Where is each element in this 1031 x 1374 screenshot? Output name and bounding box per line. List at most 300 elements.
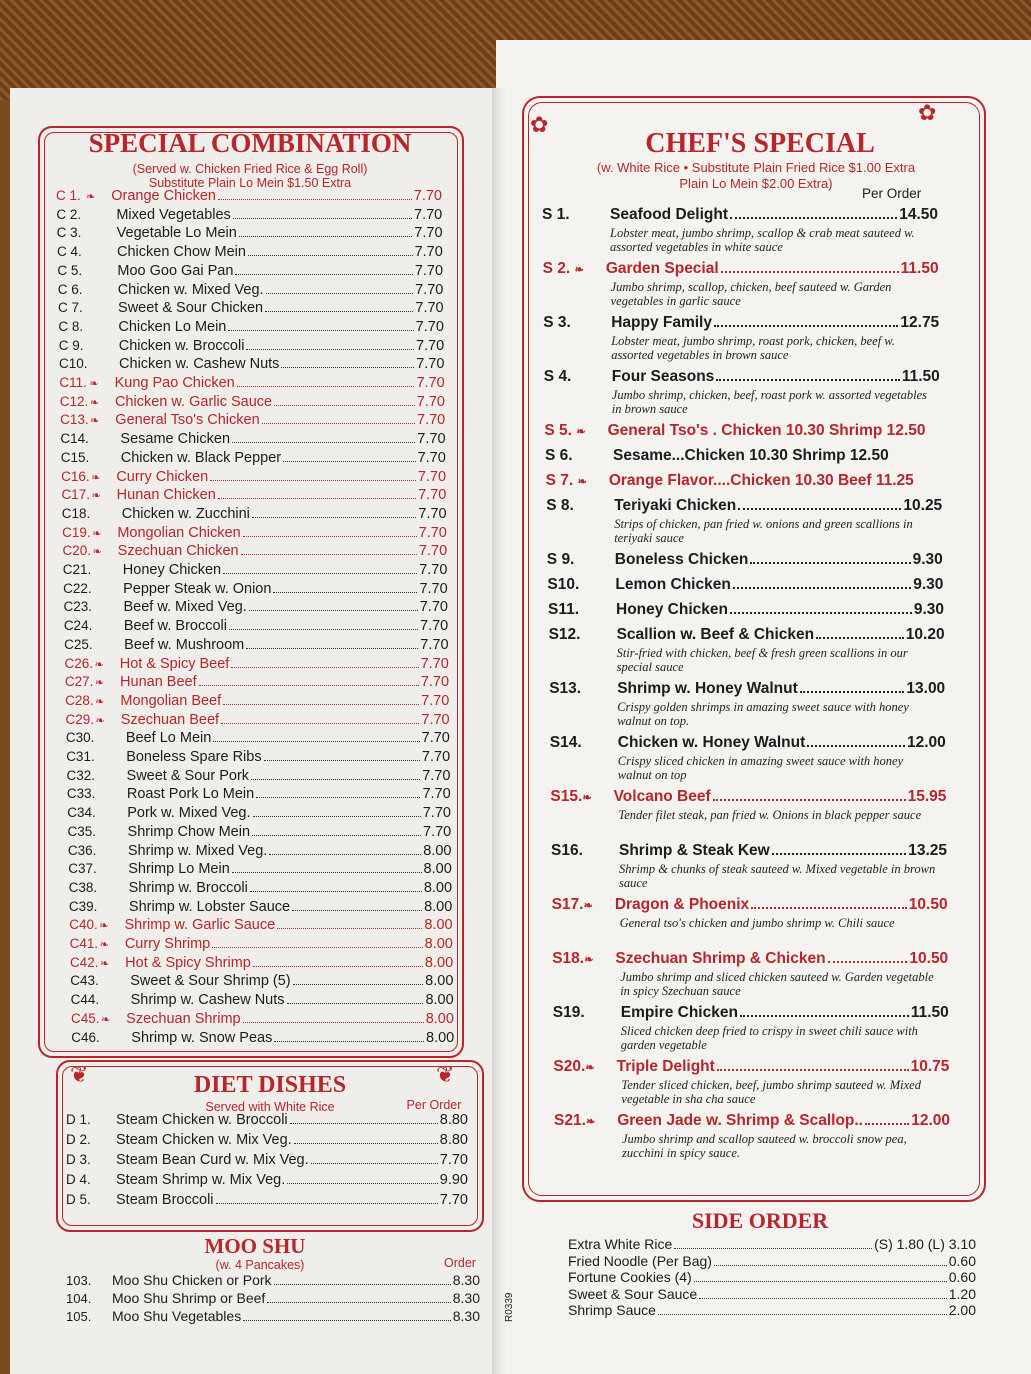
item-code: C35. bbox=[67, 823, 97, 839]
item-code: C 2. bbox=[56, 206, 82, 222]
dot-leader bbox=[265, 311, 413, 312]
item-code: S11. bbox=[548, 601, 580, 618]
item-price: 7.70 bbox=[415, 281, 444, 298]
menu-item-row bbox=[62, 525, 447, 541]
item-name: Orange Flavor....Chicken 10.30 Beef 11.25 bbox=[608, 472, 914, 489]
item-name: Shrimp & Steak Kew bbox=[619, 842, 770, 859]
dot-leader bbox=[674, 1248, 872, 1249]
chili-pepper-icon: ❧ bbox=[95, 695, 105, 708]
item-name: Steam Chicken w. Mix Veg. bbox=[116, 1132, 292, 1148]
dot-leader bbox=[828, 961, 908, 963]
item-price: 7.70 bbox=[418, 505, 447, 522]
item-price: 7.70 bbox=[419, 562, 448, 578]
dot-leader bbox=[243, 1320, 451, 1321]
item-price: 7.70 bbox=[414, 206, 443, 223]
item-price: 7.70 bbox=[420, 655, 449, 672]
dot-leader bbox=[277, 928, 422, 929]
dot-leader bbox=[287, 1183, 438, 1184]
item-name: Extra White Rice bbox=[568, 1236, 673, 1252]
special-combination-title: SPECIAL COMBINATION bbox=[88, 128, 412, 158]
chili-pepper-icon: ❧ bbox=[586, 1116, 596, 1128]
item-code: C12. bbox=[59, 393, 89, 409]
menu-item-row bbox=[63, 599, 448, 615]
item-name: Sesame...Chicken 10.30 Shrimp 12.50 bbox=[613, 447, 889, 464]
item-code: S 9. bbox=[546, 551, 575, 568]
menu-item-row bbox=[66, 749, 450, 765]
item-price: 12.75 bbox=[900, 314, 940, 331]
chili-pepper-icon: ❧ bbox=[99, 957, 110, 970]
menu-item-row bbox=[68, 824, 452, 840]
item-price: 13.25 bbox=[908, 842, 947, 859]
item-code: S21. bbox=[554, 1112, 586, 1129]
menu-item-row bbox=[543, 260, 939, 278]
item-name: Fortune Cookies (4) bbox=[568, 1269, 692, 1285]
item-code: 103. bbox=[66, 1273, 92, 1288]
chili-pepper-icon: ❧ bbox=[92, 546, 102, 559]
item-description: Jumbo shrimp, scallop, chicken, beef sauteed w. Garden vegetables in garlic sauce bbox=[610, 280, 892, 308]
item-price: 8.00 bbox=[425, 992, 454, 1009]
chili-pepper-icon: ❧ bbox=[89, 378, 99, 390]
item-code: S13. bbox=[549, 680, 582, 697]
item-price: 7.70 bbox=[417, 468, 447, 485]
item-price: 7.70 bbox=[439, 1152, 468, 1168]
item-price: 7.70 bbox=[418, 487, 447, 504]
item-price: 8.80 bbox=[439, 1132, 468, 1148]
item-code: C11. bbox=[59, 375, 87, 390]
side-order-row bbox=[568, 1302, 976, 1318]
item-name: Green Jade w. Shrimp & Scallop.. bbox=[617, 1112, 863, 1129]
dot-leader bbox=[251, 779, 420, 780]
item-price: 2.00 bbox=[948, 1302, 976, 1318]
item-price: 7.70 bbox=[418, 524, 447, 541]
item-price: 7.70 bbox=[421, 692, 450, 709]
diet-dishes-title: DIET DISHES bbox=[193, 1072, 347, 1098]
dot-leader bbox=[714, 1265, 947, 1266]
menu-item-row bbox=[552, 950, 948, 968]
item-name: Sesame Chicken bbox=[120, 431, 231, 448]
item-name: Moo Shu Shrimp or Beef bbox=[112, 1290, 266, 1306]
item-price: 8.00 bbox=[424, 936, 453, 952]
dot-leader bbox=[213, 741, 419, 742]
menu-item-row bbox=[70, 955, 453, 971]
menu-item-row bbox=[71, 1011, 454, 1027]
chili-pepper-icon: ❧ bbox=[95, 714, 105, 727]
menu-item-row bbox=[68, 861, 452, 877]
item-name: Shrimp w. Mixed Veg. bbox=[127, 842, 268, 859]
moo-shu-subtitle: (w. 4 Pancakes) bbox=[215, 1258, 305, 1272]
item-code: C31. bbox=[66, 749, 95, 764]
dot-leader bbox=[772, 853, 906, 855]
item-price: 7.70 bbox=[415, 337, 445, 354]
menu-item-row bbox=[61, 450, 446, 466]
item-code: C20. bbox=[62, 543, 91, 559]
item-description: Lobster meat, jumbo shrimp, scallop & crab meat sauteed w. assorted vegetables in white sauce bbox=[610, 226, 915, 254]
dot-leader bbox=[269, 854, 421, 855]
item-code: S 5. bbox=[544, 422, 572, 439]
item-price: 8.00 bbox=[425, 1010, 454, 1027]
item-description: Crispy sliced chicken in amazing sweet sauce with honey walnut on top bbox=[617, 754, 904, 782]
item-price: 7.70 bbox=[421, 730, 450, 747]
item-code: C36. bbox=[67, 842, 97, 858]
dot-leader bbox=[218, 498, 416, 499]
dot-leader bbox=[239, 236, 413, 237]
dot-leader bbox=[249, 610, 418, 611]
item-price: 8.30 bbox=[452, 1290, 480, 1306]
chili-pepper-icon: ❧ bbox=[90, 415, 100, 428]
item-code: D 5. bbox=[66, 1192, 91, 1207]
dot-leader bbox=[256, 797, 420, 798]
dot-leader bbox=[730, 612, 912, 614]
item-code: D 4. bbox=[66, 1172, 91, 1187]
item-name: General Tso's Chicken bbox=[115, 412, 260, 429]
dot-leader bbox=[250, 891, 422, 892]
dot-leader bbox=[721, 271, 899, 273]
item-code: S 6. bbox=[545, 447, 573, 464]
item-price: 7.70 bbox=[421, 749, 451, 765]
menu-item-row bbox=[544, 422, 940, 440]
item-price: 8.30 bbox=[452, 1272, 480, 1288]
item-price: 10.20 bbox=[905, 626, 945, 643]
item-name: Triple Delight bbox=[616, 1058, 715, 1075]
item-price: 7.70 bbox=[414, 244, 443, 261]
item-name: Scallion w. Beef & Chicken bbox=[616, 626, 815, 643]
item-price: 9.30 bbox=[913, 601, 944, 618]
dot-leader bbox=[865, 1123, 909, 1125]
dot-leader bbox=[274, 1284, 451, 1285]
item-name: Chicken w. Honey Walnut bbox=[617, 734, 806, 751]
menu-item-row bbox=[63, 562, 448, 578]
item-name: Shrimp w. Snow Peas bbox=[131, 1029, 273, 1046]
item-price: 7.70 bbox=[414, 225, 443, 242]
item-name: Garden Special bbox=[605, 260, 719, 277]
dot-leader bbox=[293, 984, 424, 985]
item-price: 11.50 bbox=[910, 1004, 949, 1021]
item-name: Hunan Chicken bbox=[116, 487, 216, 504]
chili-pepper-icon: ❧ bbox=[99, 939, 109, 951]
item-price: 7.70 bbox=[415, 318, 444, 335]
item-name: Pork w. Mixed Veg. bbox=[127, 805, 251, 822]
item-code: C26. bbox=[64, 655, 94, 671]
item-code: D 1. bbox=[66, 1112, 91, 1127]
item-name: Chicken Lo Mein bbox=[118, 318, 227, 335]
item-name: Hot & Spicy Shrimp bbox=[125, 954, 251, 971]
menu-item-row bbox=[66, 1112, 468, 1128]
menu-item-row bbox=[59, 356, 444, 372]
menu-item-row bbox=[66, 1192, 468, 1208]
item-price: 7.70 bbox=[419, 599, 448, 616]
dot-leader bbox=[283, 461, 415, 462]
menu-item-row bbox=[550, 734, 946, 752]
item-price: 7.70 bbox=[416, 375, 445, 391]
item-code: D 3. bbox=[66, 1152, 91, 1167]
item-name: Moo Goo Gai Pan bbox=[117, 262, 234, 279]
item-name: Szechuan Chicken bbox=[117, 543, 239, 560]
menu-item-row bbox=[547, 576, 943, 594]
item-name: Steam Broccoli bbox=[116, 1192, 214, 1208]
chili-pepper-icon: ❧ bbox=[94, 658, 104, 671]
dot-leader bbox=[246, 349, 414, 350]
item-name: Four Seasons bbox=[611, 368, 715, 385]
side-order-row bbox=[568, 1236, 976, 1252]
item-price: 8.00 bbox=[424, 898, 453, 915]
item-code: C38. bbox=[68, 879, 98, 895]
menu-item-row bbox=[70, 936, 453, 952]
item-name: Honey Chicken bbox=[122, 562, 222, 578]
flower-corner-icon: ✿ bbox=[530, 112, 549, 137]
item-price: 9.30 bbox=[913, 576, 944, 593]
menu-item-row bbox=[60, 394, 445, 410]
chili-pepper-icon: ❧ bbox=[100, 1013, 111, 1026]
dot-leader bbox=[253, 816, 421, 817]
item-code: C45. bbox=[70, 1010, 100, 1026]
dot-leader bbox=[816, 637, 904, 639]
item-price: 10.25 bbox=[903, 497, 943, 514]
menu-item-row bbox=[60, 412, 445, 428]
dot-leader bbox=[231, 667, 418, 668]
menu-item-row bbox=[63, 581, 448, 597]
item-name: Roast Pork Lo Mein bbox=[126, 786, 255, 803]
dot-leader bbox=[800, 691, 905, 693]
dot-leader bbox=[237, 386, 415, 387]
dot-leader bbox=[714, 325, 898, 327]
item-name: Shrimp Lo Mein bbox=[128, 861, 230, 878]
menu-item-row bbox=[71, 992, 454, 1008]
item-code: C15. bbox=[60, 449, 90, 465]
menu-item-row bbox=[56, 188, 442, 204]
item-price: 7.70 bbox=[417, 431, 446, 448]
chili-pepper-icon: ❧ bbox=[89, 396, 99, 409]
menu-item-row bbox=[552, 896, 948, 914]
item-description: Tender sliced chicken, beef, jumbo shrimp sauteed w. Mixed vegetable in sha cha sauce bbox=[621, 1078, 921, 1106]
item-code: C13. bbox=[60, 412, 89, 428]
menu-item-row bbox=[545, 447, 941, 465]
dot-leader bbox=[699, 1298, 947, 1299]
item-price: 7.70 bbox=[413, 188, 442, 204]
menu-item-row bbox=[66, 730, 450, 746]
item-name: Steam Chicken w. Broccoli bbox=[116, 1112, 288, 1128]
item-price: (S) 1.80 (L) 3.10 bbox=[874, 1236, 976, 1252]
menu-item-row bbox=[551, 842, 947, 860]
dot-leader bbox=[243, 1022, 424, 1023]
item-price: 7.70 bbox=[420, 618, 449, 635]
dot-leader bbox=[210, 480, 416, 481]
dot-leader bbox=[246, 648, 418, 649]
item-code: C27. bbox=[64, 674, 94, 690]
item-price: 14.50 bbox=[899, 206, 938, 223]
dot-leader bbox=[252, 517, 416, 518]
item-price: 1.20 bbox=[948, 1285, 976, 1302]
item-price: 0.60 bbox=[948, 1252, 976, 1269]
item-code: S 2. bbox=[542, 260, 571, 277]
dot-leader bbox=[228, 330, 413, 331]
item-code: S 1. bbox=[542, 206, 570, 223]
item-name: Curry Shrimp bbox=[124, 936, 211, 952]
dot-leader bbox=[253, 966, 423, 967]
item-code: C25. bbox=[64, 636, 93, 652]
item-description: Lobster meat, jumbo shrimp, roast pork, chicken, beef w. assorted vegetables in brown sauce bbox=[611, 334, 895, 362]
item-price: 8.00 bbox=[425, 973, 454, 990]
special-combination-subtitle-2: Substitute Plain Lo Mein $1.50 Extra bbox=[148, 176, 352, 190]
chili-pepper-icon: ❧ bbox=[585, 1062, 595, 1074]
item-name: Boneless Spare Ribs bbox=[126, 749, 262, 765]
item-code: C 1. bbox=[56, 188, 81, 203]
item-code: C16. bbox=[61, 468, 90, 484]
dot-leader bbox=[694, 1281, 947, 1282]
dot-leader bbox=[311, 1163, 438, 1164]
item-description: Jumbo shrimp and scallop sauteed w. broccoli snow pea, zucchini in spicy sauce. bbox=[622, 1132, 907, 1160]
item-price: 8.30 bbox=[452, 1308, 480, 1324]
chili-pepper-icon: ❧ bbox=[583, 900, 593, 912]
chefs-special-price-header: Per Order bbox=[862, 186, 922, 201]
item-code: C46. bbox=[71, 1029, 100, 1045]
side-order-row bbox=[568, 1269, 976, 1285]
dot-leader bbox=[229, 629, 418, 630]
dot-leader bbox=[221, 723, 419, 724]
special-combination-subtitle-1: (Served w. Chicken Fried Rice & Egg Roll) bbox=[132, 162, 368, 176]
menu-item-row bbox=[61, 487, 446, 503]
item-name: Vegetable Lo Mein bbox=[116, 225, 237, 242]
item-price: 7.70 bbox=[421, 711, 450, 728]
item-code: S 4. bbox=[543, 368, 572, 385]
chili-pepper-icon: ❧ bbox=[94, 677, 105, 690]
menu-item-row bbox=[553, 1004, 949, 1022]
dot-leader bbox=[262, 423, 415, 424]
item-code: C32. bbox=[66, 767, 96, 783]
menu-item-row bbox=[69, 899, 452, 915]
item-code: C 8. bbox=[58, 318, 84, 334]
item-code: 104. bbox=[66, 1291, 92, 1306]
flower-corner-icon: ✿ bbox=[918, 100, 937, 125]
item-name: Shrimp w. Broccoli bbox=[128, 879, 248, 896]
item-name: Mongolian Beef bbox=[120, 692, 222, 709]
side-order-row bbox=[568, 1253, 976, 1269]
item-code: C30. bbox=[65, 730, 95, 746]
item-price: 7.70 bbox=[439, 1192, 468, 1208]
item-price: 7.70 bbox=[420, 636, 449, 653]
menu-item-row bbox=[62, 543, 447, 559]
item-name: Teriyaki Chicken bbox=[614, 497, 737, 514]
item-name: Sweet & Sour Shrimp (5) bbox=[130, 973, 291, 990]
chefs-special-subtitle-2: Plain Lo Mein $2.00 Extra) bbox=[679, 176, 833, 191]
menu-item-row bbox=[554, 1112, 950, 1130]
item-price: 7.70 bbox=[422, 786, 451, 803]
item-name: Shrimp w. Garlic Sauce bbox=[124, 917, 276, 934]
menu-item-row bbox=[546, 472, 942, 490]
item-price: 7.70 bbox=[415, 300, 444, 317]
chili-pepper-icon: ❧ bbox=[91, 490, 101, 503]
dot-leader bbox=[730, 217, 897, 219]
chili-pepper-icon: ❧ bbox=[92, 527, 102, 540]
diet-dishes-subtitle: Served with White Rice bbox=[205, 1100, 335, 1114]
item-name: General Tso's . Chicken 10.30 Shrimp 12.50 bbox=[607, 422, 926, 439]
item-code: C 6. bbox=[57, 281, 83, 297]
item-name: Seafood Delight bbox=[610, 206, 728, 223]
item-name: Mongolian Chicken bbox=[117, 524, 241, 541]
dot-leader bbox=[232, 872, 422, 873]
item-name: Steam Bean Curd w. Mix Veg. bbox=[116, 1152, 309, 1168]
menu-item-row bbox=[553, 1058, 949, 1076]
item-price: 7.70 bbox=[422, 805, 451, 822]
item-code: S 8. bbox=[546, 497, 574, 514]
dot-leader bbox=[281, 367, 414, 368]
item-price: 7.70 bbox=[423, 823, 452, 840]
menu-item-row bbox=[542, 206, 938, 224]
item-description: General tso's chicken and jumbo shrimp w. Chili sauce bbox=[619, 916, 895, 930]
menu-item-row bbox=[547, 551, 943, 569]
item-description: Stir-fried with chicken, beef & fresh green scallions in our special sauce bbox=[616, 646, 908, 674]
item-description: Sliced chicken deep fried to crispy in sweet chili sauce with garden vegetable bbox=[620, 1024, 918, 1052]
item-price: 7.70 bbox=[419, 580, 448, 597]
chili-pepper-icon: ❧ bbox=[577, 476, 587, 488]
item-code: C23. bbox=[63, 599, 92, 615]
item-name: Dragon & Phoenix bbox=[614, 896, 750, 913]
menu-item-row bbox=[66, 1272, 480, 1288]
dot-leader bbox=[807, 745, 905, 747]
item-code: C40. bbox=[69, 917, 98, 933]
item-code: C 4. bbox=[57, 244, 82, 260]
item-code: C 5. bbox=[57, 262, 83, 278]
item-name: Chicken w. Mixed Veg. bbox=[117, 281, 264, 298]
item-price: 9.90 bbox=[439, 1172, 468, 1188]
item-code: S12. bbox=[548, 626, 581, 643]
item-name: Chicken w. Zucchini bbox=[121, 505, 250, 522]
dot-leader bbox=[292, 910, 422, 911]
item-name: Chicken w. Cashew Nuts bbox=[119, 356, 280, 373]
menu-item-row bbox=[69, 917, 452, 933]
menu-item-row bbox=[59, 338, 444, 354]
dot-leader bbox=[273, 592, 417, 593]
menu-item-row bbox=[58, 319, 444, 335]
item-code: S10. bbox=[547, 576, 580, 593]
menu-item-row bbox=[71, 1030, 454, 1046]
menu-item-row bbox=[66, 1172, 468, 1188]
item-code: C17. bbox=[61, 487, 90, 503]
item-name: Hunan Beef bbox=[120, 674, 197, 691]
item-code: S 3. bbox=[543, 314, 571, 331]
dot-leader bbox=[223, 573, 417, 574]
dot-leader bbox=[713, 799, 906, 801]
chefs-special-title: CHEF'S SPECIAL bbox=[645, 128, 875, 159]
menu-item-row bbox=[549, 626, 945, 644]
item-price: 10.50 bbox=[908, 896, 948, 913]
menu-item-row bbox=[64, 637, 448, 653]
menu-item-row bbox=[543, 314, 939, 332]
item-code: C44. bbox=[70, 992, 100, 1008]
dot-leader bbox=[717, 1069, 909, 1071]
item-code: C29. bbox=[65, 711, 95, 727]
print-code: R0339 bbox=[504, 1292, 515, 1322]
item-name: Lemon Chicken bbox=[615, 576, 731, 593]
chili-pepper-icon: ❧ bbox=[86, 191, 96, 203]
menu-item-row bbox=[67, 768, 451, 784]
item-code: S17. bbox=[551, 896, 584, 913]
item-code: 105. bbox=[66, 1309, 92, 1324]
dot-leader bbox=[235, 274, 412, 275]
item-code: S16. bbox=[551, 842, 583, 859]
item-name: Steam Shrimp w. Mix Veg. bbox=[116, 1172, 286, 1188]
menu-item-row bbox=[549, 680, 945, 698]
dot-leader bbox=[248, 255, 413, 256]
item-code: C 7. bbox=[58, 300, 83, 316]
item-code: S15. bbox=[550, 788, 583, 805]
item-code: C22. bbox=[63, 580, 92, 596]
item-name: Szechuan Shrimp & Chicken bbox=[615, 950, 826, 967]
item-name: Shrimp w. Honey Walnut bbox=[617, 680, 798, 697]
item-price: 8.80 bbox=[439, 1112, 468, 1128]
item-name: Moo Shu Vegetables bbox=[112, 1308, 242, 1324]
menu-item-row bbox=[64, 618, 448, 634]
page-fold bbox=[492, 88, 506, 1374]
